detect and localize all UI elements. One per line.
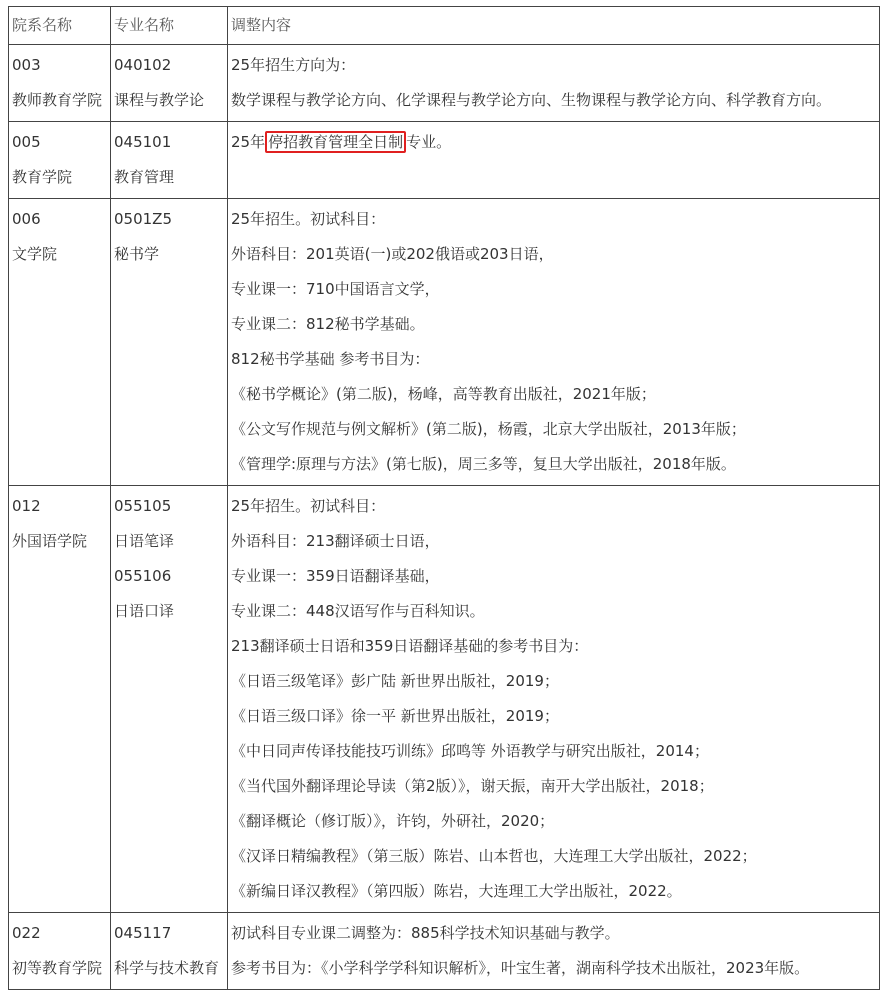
dept-name: 文学院 (12, 245, 58, 263)
dept-code: 012 (12, 497, 41, 515)
table-row (9, 486, 880, 913)
major-name: 秘书学 (114, 245, 160, 263)
major-name: 课程与教学论 (114, 91, 205, 109)
content-prefix: 25年 (231, 133, 266, 151)
content-line: 初试科目专业课二调整为：885科学技术知识基础与教学。 (231, 924, 620, 942)
major-code: 055106 (114, 567, 172, 585)
major-name: 教育管理 (114, 168, 175, 186)
highlight-box: 停招教育管理全日制 (265, 131, 406, 153)
content-suffix: 专业。 (406, 133, 452, 151)
content-cell (228, 199, 880, 486)
major-name: 日语口译 (114, 602, 175, 620)
major-cell (111, 122, 228, 199)
content-cell (228, 913, 880, 990)
content-line: 专业课一：359日语翻译基础， (231, 567, 440, 585)
dept-cell (9, 45, 111, 122)
dept-name: 教育学院 (12, 168, 73, 186)
content-line: 25年招生方向为： (231, 56, 356, 74)
content-cell (228, 122, 880, 199)
content-line: 25年招生。初试科目： (231, 210, 386, 228)
content-line: 812秘书学基础 参考书目为： (231, 350, 430, 368)
table-row (9, 199, 880, 486)
major-code: 055105 (114, 497, 172, 515)
content-line: 外语科目：201英语(一)或202俄语或203日语， (231, 245, 554, 263)
dept-name: 教师教育学院 (12, 91, 103, 109)
major-name: 科学与技术教育 (114, 959, 220, 977)
dept-name: 外国语学院 (12, 532, 88, 550)
content-line (231, 125, 877, 160)
content-line: 专业课二：812秘书学基础。 (231, 315, 425, 333)
content-line: 《日语三级笔译》彭广陆 新世界出版社，2019； (231, 672, 559, 690)
content-line: 《新编日译汉教程》（第四版）陈岩，大连理工大学出版社，2022。 (231, 882, 682, 900)
major-cell (111, 199, 228, 486)
content-line: 《秘书学概论》(第二版)，杨峰，高等教育出版社，2021年版； (231, 385, 656, 403)
dept-cell (9, 913, 111, 990)
dept-code: 022 (12, 924, 41, 942)
content-cell (228, 486, 880, 913)
table-row (9, 45, 880, 122)
dept-code: 003 (12, 56, 41, 74)
table-row (9, 913, 880, 990)
content-line: 《当代国外翻译理论导读（第2版）》，谢天振，南开大学出版社，2018； (231, 777, 714, 795)
content-line: 参考书目为：《小学科学学科知识解析》，叶宝生著，湖南科学技术出版社，2023年版。 (231, 959, 810, 977)
content-line: 25年招生。初试科目： (231, 497, 386, 515)
content-line: 《翻译概论（修订版）》，许钧，外研社，2020； (231, 812, 555, 830)
major-code: 045117 (114, 924, 172, 942)
major-code: 040102 (114, 56, 172, 74)
header-content: 调整内容 (228, 7, 880, 45)
dept-cell (9, 486, 111, 913)
major-cell (111, 913, 228, 990)
content-line: 外语科目：213翻译硕士日语， (231, 532, 440, 550)
major-name: 日语笔译 (114, 532, 175, 550)
dept-cell (9, 199, 111, 486)
dept-name: 初等教育学院 (12, 959, 103, 977)
major-cell (111, 486, 228, 913)
content-line: 《管理学:原理与方法》(第七版)，周三多等，复旦大学出版社，2018年版。 (231, 455, 736, 473)
content-line: 《中日同声传译技能技巧训练》邱鸣等 外语教学与研究出版社，2014； (231, 742, 709, 760)
dept-code: 006 (12, 210, 41, 228)
major-code: 045101 (114, 133, 172, 151)
content-line: 213翻译硕士日语和359日语翻译基础的参考书目为： (231, 637, 589, 655)
content-cell (228, 45, 880, 122)
content-line: 《日语三级口译》徐一平 新世界出版社，2019； (231, 707, 559, 725)
content-line: 《汉译日精编教程》（第三版）陈岩、山本哲也，大连理工大学出版社，2022； (231, 847, 757, 865)
dept-cell (9, 122, 111, 199)
content-line: 专业课一：710中国语言文学， (231, 280, 440, 298)
major-code: 0501Z5 (114, 210, 172, 228)
content-line: 《公文写作规范与例文解析》(第二版)，杨霞，北京大学出版社，2013年版； (231, 420, 746, 438)
content-line: 专业课二：448汉语写作与百科知识。 (231, 602, 485, 620)
table-row (9, 122, 880, 199)
dept-code: 005 (12, 133, 41, 151)
header-major: 专业名称 (111, 7, 228, 45)
table-header-row (9, 7, 880, 45)
header-dept: 院系名称 (9, 7, 111, 45)
content-line: 数学课程与教学论方向、化学课程与教学论方向、生物课程与教学论方向、科学教育方向。 (231, 91, 832, 109)
major-cell (111, 45, 228, 122)
adjustment-table (8, 6, 880, 990)
